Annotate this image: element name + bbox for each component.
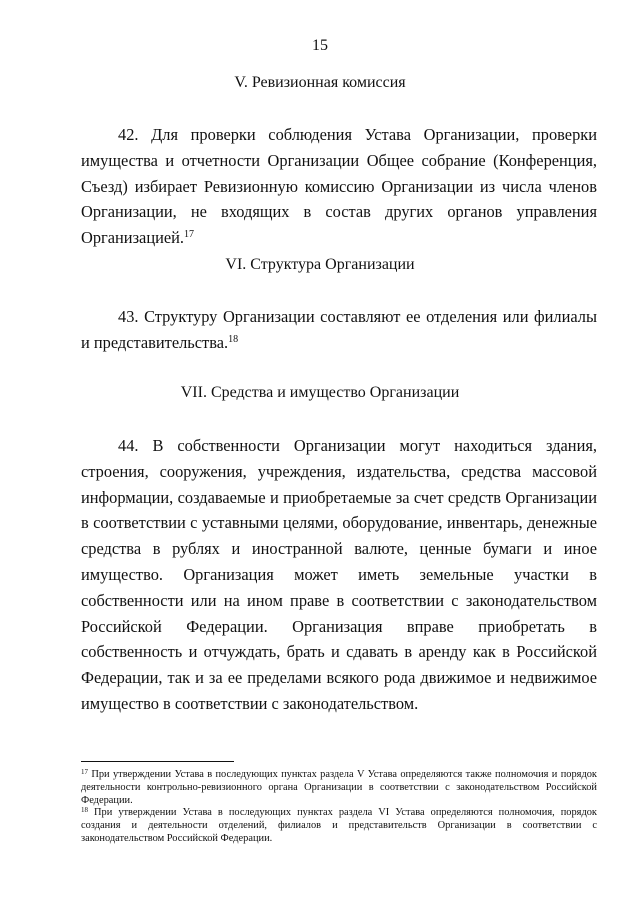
footnote-ref-18: 18 [228, 333, 239, 345]
section-heading-vii: VII. Средства и имущество Организации [180, 384, 460, 401]
footnote-separator [81, 761, 234, 762]
footnote-ref-17: 17 [184, 229, 195, 241]
footnote-18 [81, 806, 597, 845]
footnote-18-text: При утверждении Устава в последующих пунктах раздела VI Устава определяются полномочия, порядок создания и деятельности отделений, филиалов и представительств Организации в соответствии с законодательством Российской Федерации. [81, 807, 597, 844]
footnote-17-text: При утверждении Устава в последующих пунктах раздела V Устава определяются также полномочия и порядок деятельности контрольно-ревизионного органа Организации в соответствии с законодательством Российской Федерации. [81, 769, 597, 806]
footnote-number-18: 18 [81, 806, 88, 814]
paragraph-43 [81, 304, 597, 356]
section-heading-v: V. Ревизионная комиссия [234, 74, 406, 91]
paragraph-43-text: 43. Структуру Организации составляют ее отделения или филиалы и представительства. [81, 307, 597, 352]
paragraph-42 [81, 122, 597, 251]
footnote-17 [81, 768, 597, 807]
page-number: 15 [312, 37, 328, 54]
footnote-number-17: 17 [81, 768, 88, 776]
section-heading-vi: VI. Структура Организации [225, 256, 415, 273]
paragraph-44: 44. В собственности Организации могут находиться здания, строения, сооружения, учреждения, издательства, средства массовой информации, создаваемые и приобретаемые за счет средств Организации в соответствии с уставными целями, оборудование, инвентарь, денежные средства в рублях и иностранной валюте, ценные бумаги и иное имущество. Организация может иметь земельные участки в собственности или на ином праве в соответствии с законодательством Российской Федерации. Организация вправе приобретать в собственность и отчуждать, брать и сдавать в аренду как в Российской Федерации, так и за ее пределами всякого рода движимое и недвижимое имущество в соответствии с законодательством. [81, 436, 597, 713]
paragraph-42-text: 42. Для проверки соблюдения Устава Организации, проверки имущества и отчетности Организации Общее собрание (Конференция, Съезд) избирает Ревизионную комиссию Организации из числа членов Организации, не входящих в состав других органов управления Организацией. [81, 125, 597, 248]
